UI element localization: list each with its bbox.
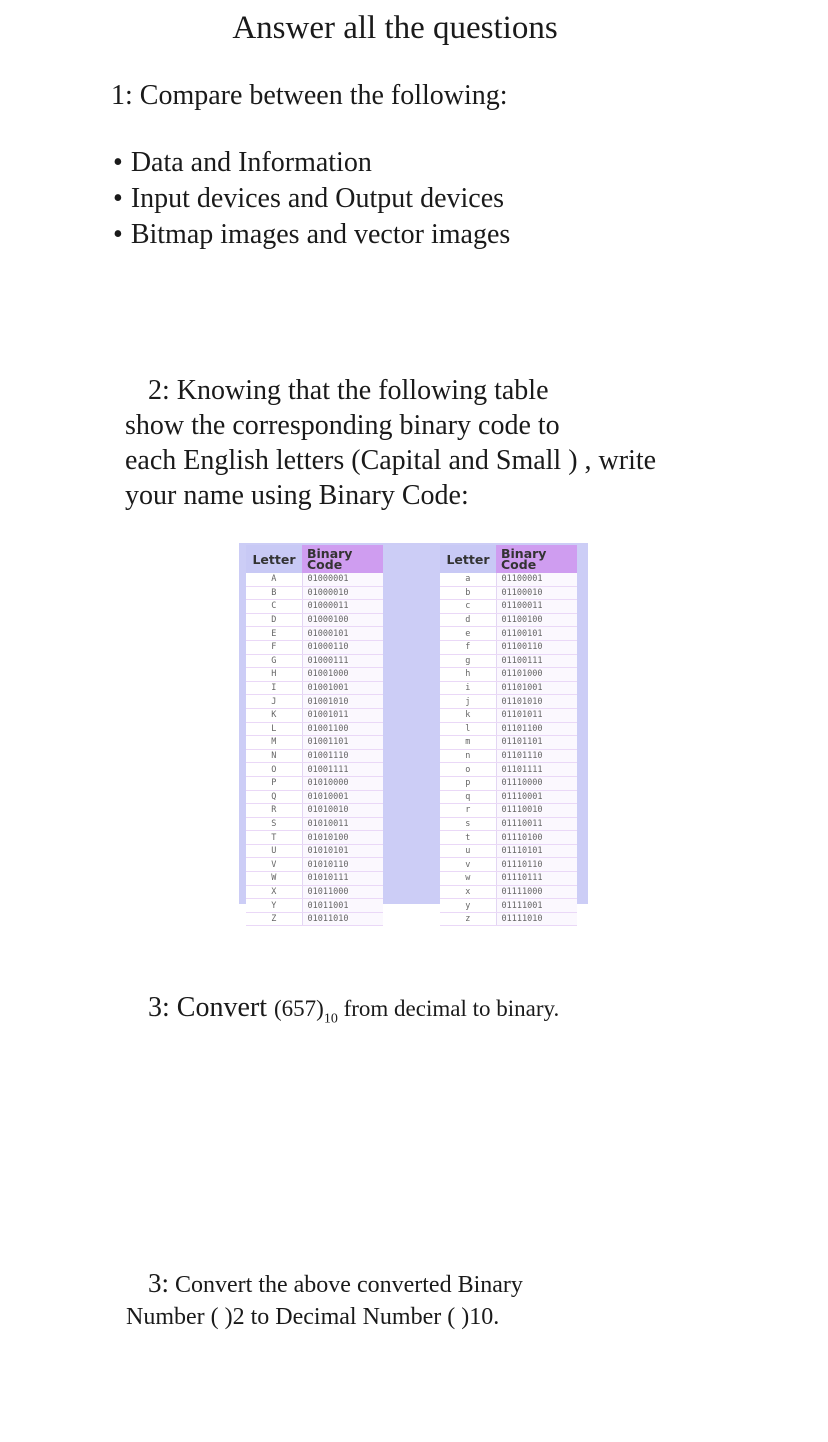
letter-cell: Z [246,912,302,926]
table-row [440,790,577,804]
binary-code-cell: 01100101 [496,627,577,641]
table-row [246,736,383,750]
letter-cell: m [440,736,496,750]
table-row [246,763,383,777]
letter-cell: x [440,885,496,899]
binary-code-cell: 01000011 [302,600,383,614]
binary-code-cell: 01100001 [496,573,577,586]
letter-cell: E [246,627,302,641]
question-2-line: each English letters (Capital and Small ) , write [125,445,657,476]
letter-cell: B [246,586,302,600]
binary-code-cell: 01010101 [302,844,383,858]
table-row [246,844,383,858]
letter-cell: D [246,613,302,627]
letter-cell: Y [246,899,302,913]
table-row [246,885,383,899]
table-row [246,749,383,763]
table-row [440,912,577,926]
table-row [440,858,577,872]
letter-column-header: Letter [440,545,496,573]
binary-code-cell: 01110111 [496,872,577,886]
table-row [246,858,383,872]
question-line: Convert the above converted Binary [169,1272,523,1298]
binary-code-cell: 01000101 [302,627,383,641]
table-row [246,790,383,804]
letter-cell: q [440,790,496,804]
table-row [246,668,383,682]
table-row [246,695,383,709]
letter-cell: Q [246,790,302,804]
letter-cell: j [440,695,496,709]
binary-code-cell: 01100100 [496,613,577,627]
table-row [440,844,577,858]
letter-cell: R [246,804,302,818]
letter-cell: N [246,749,302,763]
table-row [440,681,577,695]
table-row [440,885,577,899]
letter-cell: O [246,763,302,777]
binary-code-cell: 01010000 [302,776,383,790]
letter-cell: I [246,681,302,695]
binary-code-cell: 01100011 [496,600,577,614]
table-row [440,763,577,777]
binary-code-cell: 01010011 [302,817,383,831]
table-row [440,573,577,586]
letter-cell: e [440,627,496,641]
table-row [440,776,577,790]
table-row [246,899,383,913]
list-item: • Input devices and Output devices [113,181,510,217]
table-row [246,627,383,641]
binary-code-cell: 01110011 [496,817,577,831]
letter-cell: c [440,600,496,614]
table-row [440,708,577,722]
question-3-suffix: from decimal to binary. [337,996,560,1021]
binary-code-cell: 01000010 [302,586,383,600]
question-3-binary-to-decimal [126,1267,523,1333]
table-row [246,804,383,818]
binary-code-column-header: Binary Code [496,545,577,573]
binary-code-cell: 01010110 [302,858,383,872]
letter-cell: u [440,844,496,858]
table-row [246,912,383,926]
table-row [246,640,383,654]
letter-cell: f [440,640,496,654]
binary-code-cell: 01011000 [302,885,383,899]
list-item: • Data and Information [113,145,510,181]
table-row [440,668,577,682]
question-3-prefix: 3: Convert [148,992,267,1023]
binary-code-cell: 01110101 [496,844,577,858]
binary-code-cell: 01101001 [496,681,577,695]
table-row [246,600,383,614]
binary-code-cell: 01001011 [302,708,383,722]
binary-code-cell: 01010001 [302,790,383,804]
binary-code-cell: 01101000 [496,668,577,682]
letter-cell: P [246,776,302,790]
binary-code-cell: 01001101 [302,736,383,750]
binary-code-cell: 01000111 [302,654,383,668]
binary-code-cell: 01110110 [496,858,577,872]
letter-cell: X [246,885,302,899]
binary-code-cell: 01101111 [496,763,577,777]
letter-cell: k [440,708,496,722]
table-row [440,722,577,736]
letter-cell: l [440,722,496,736]
table-row [246,654,383,668]
binary-code-cell: 01011010 [302,912,383,926]
binary-code-cell: 01000001 [302,573,383,586]
binary-code-table-image [239,543,588,925]
small-letters-table [440,545,577,926]
table-row [246,831,383,845]
letter-cell: r [440,804,496,818]
table-row [440,613,577,627]
table-row [440,640,577,654]
binary-code-cell: 01001111 [302,763,383,777]
letter-cell: T [246,831,302,845]
binary-code-cell: 01001110 [302,749,383,763]
binary-code-cell: 01101101 [496,736,577,750]
letter-cell: a [440,573,496,586]
letter-cell: v [440,858,496,872]
letter-column-header: Letter [246,545,302,573]
binary-code-cell: 01001001 [302,681,383,695]
table-row [246,708,383,722]
binary-code-cell: 01010111 [302,872,383,886]
table-row [246,613,383,627]
binary-code-cell: 01101010 [496,695,577,709]
question-2-line: your name using Binary Code: [125,480,469,511]
table-row [440,872,577,886]
table-row [440,695,577,709]
letter-cell: S [246,817,302,831]
binary-code-cell: 01010010 [302,804,383,818]
letter-cell: J [246,695,302,709]
comparison-list [113,145,510,253]
question-2-line: show the corresponding binary code to [125,410,560,441]
question-number: 3: [148,1268,170,1298]
letter-cell: F [246,640,302,654]
binary-code-cell: 01001100 [302,722,383,736]
binary-code-cell: 01101110 [496,749,577,763]
question-2-line: 2: Knowing that the following table [148,375,549,406]
letter-cell: g [440,654,496,668]
letter-cell: t [440,831,496,845]
table-row [440,804,577,818]
question-3-decimal-to-binary [148,992,559,1028]
table-row [246,872,383,886]
table-row [246,573,383,586]
binary-code-cell: 01101011 [496,708,577,722]
letter-cell: w [440,872,496,886]
binary-code-cell: 01001010 [302,695,383,709]
list-item: • Bitmap images and vector images [113,217,510,253]
letter-cell: U [246,844,302,858]
letter-cell: z [440,912,496,926]
question-2-text [125,373,656,513]
binary-code-cell: 01100111 [496,654,577,668]
table-row [440,586,577,600]
binary-code-cell: 01100010 [496,586,577,600]
binary-code-cell: 01101100 [496,722,577,736]
letter-cell: M [246,736,302,750]
table-row [246,681,383,695]
letter-cell: K [246,708,302,722]
table-row [246,776,383,790]
binary-code-cell: 01011001 [302,899,383,913]
table-row [246,817,383,831]
table-row [440,600,577,614]
letter-cell: V [246,858,302,872]
binary-code-cell: 01111000 [496,885,577,899]
table-row [246,722,383,736]
table-row [440,627,577,641]
table-row [440,749,577,763]
letter-cell: A [246,573,302,586]
table-row [440,899,577,913]
letter-cell: C [246,600,302,614]
table-row [440,817,577,831]
capital-letters-table [246,545,383,926]
binary-code-cell: 01110001 [496,790,577,804]
binary-code-cell: 01100110 [496,640,577,654]
letter-cell: b [440,586,496,600]
decimal-number: (657) [274,996,324,1021]
number-base: 10 [323,1011,338,1027]
table-row [246,586,383,600]
table-row [440,831,577,845]
binary-code-cell: 01000100 [302,613,383,627]
binary-code-cell: 01111010 [496,912,577,926]
letter-cell: y [440,899,496,913]
binary-code-cell: 01001000 [302,668,383,682]
letter-cell: H [246,668,302,682]
letter-cell: L [246,722,302,736]
binary-code-cell: 01000110 [302,640,383,654]
binary-code-cell: 01111001 [496,899,577,913]
letter-cell: i [440,681,496,695]
letter-cell: G [246,654,302,668]
binary-code-cell: 01110000 [496,776,577,790]
letter-cell: d [440,613,496,627]
table-row [440,736,577,750]
page-title: Answer all the questions [232,10,558,46]
letter-cell: s [440,817,496,831]
binary-code-cell: 01010100 [302,831,383,845]
question-line: Number ( )2 to Decimal Number ( )10. [126,1304,500,1330]
binary-code-column-header: Binary Code [302,545,383,573]
letter-cell: o [440,763,496,777]
letter-cell: W [246,872,302,886]
binary-code-cell: 01110100 [496,831,577,845]
letter-cell: h [440,668,496,682]
question-1-label: 1: Compare between the following: [111,80,508,111]
binary-code-cell: 01110010 [496,804,577,818]
table-row [440,654,577,668]
letter-cell: p [440,776,496,790]
letter-cell: n [440,749,496,763]
